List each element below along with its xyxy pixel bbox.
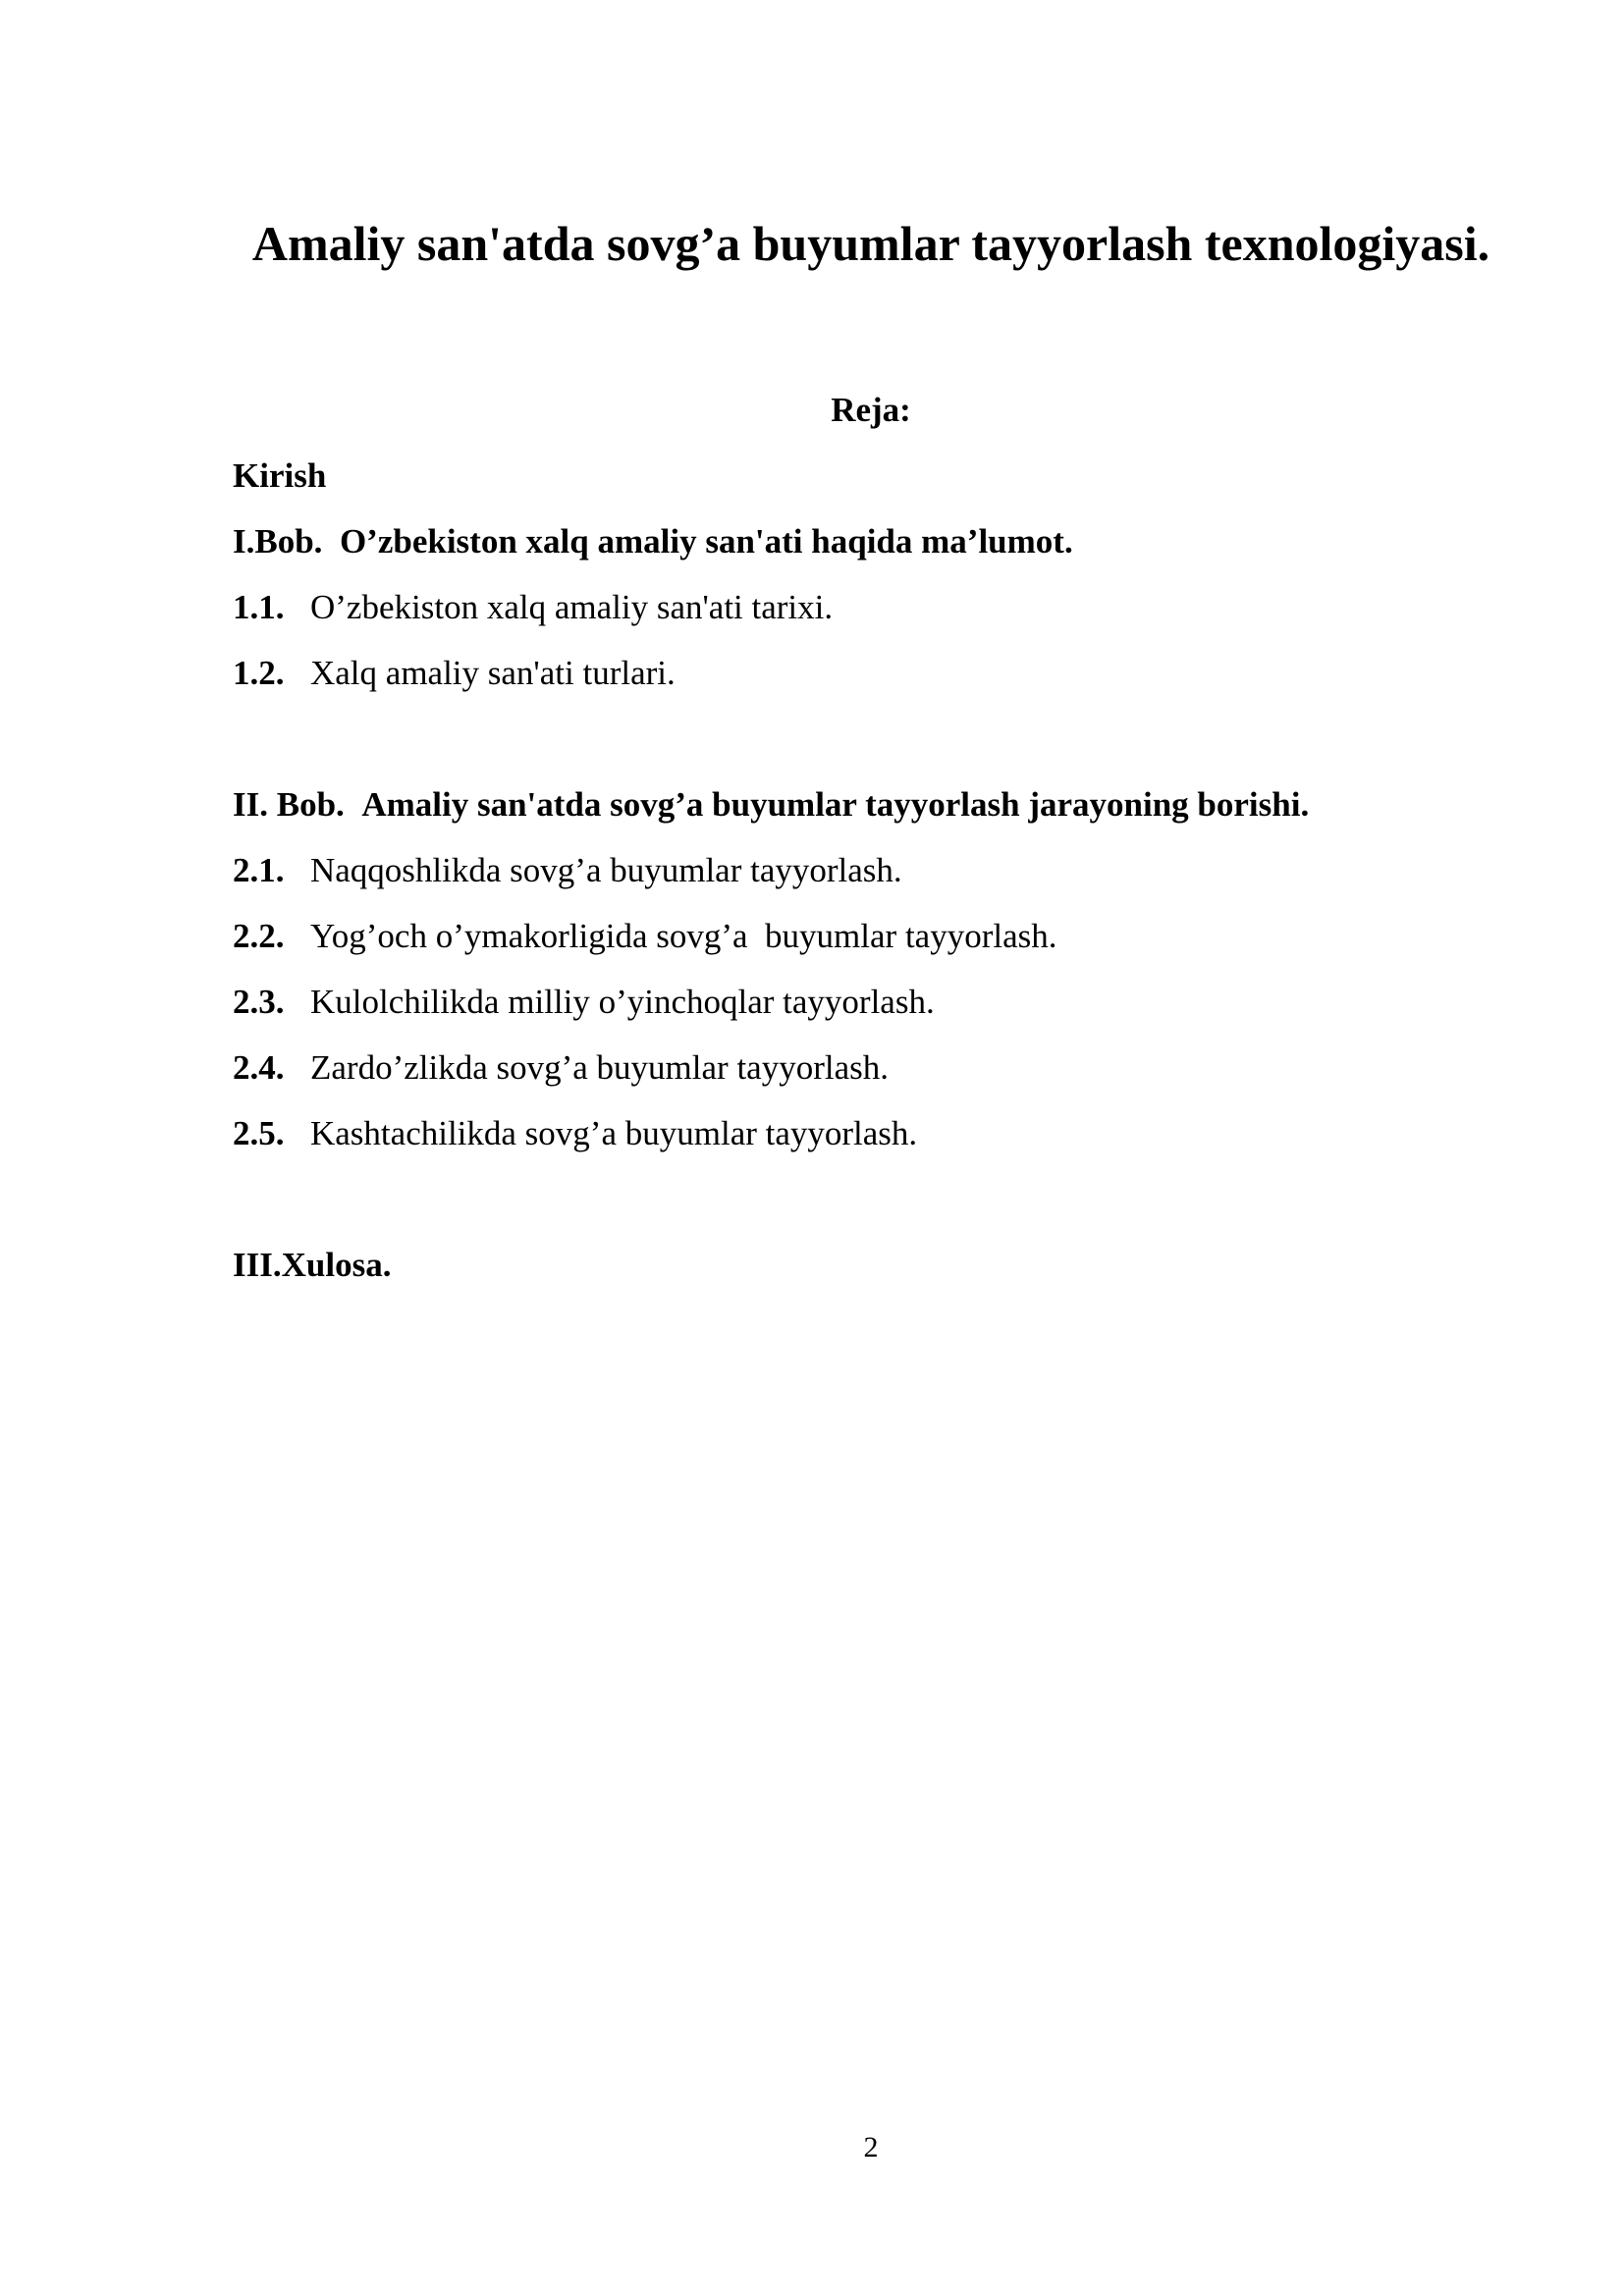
page-number: 2 bbox=[863, 2131, 879, 2163]
toc-item bbox=[233, 915, 1056, 958]
toc-item-text: Yog’och o’ymakorligida sovg’a buyumlar tayyorlash. bbox=[310, 917, 1057, 955]
toc-item-text: O’zbekiston xalq amaliy san'ati tarixi. bbox=[310, 588, 834, 626]
toc-item bbox=[233, 1112, 917, 1155]
toc-item bbox=[233, 981, 935, 1024]
chapter2-number: II. Bob. bbox=[233, 785, 345, 824]
plan-heading: Reja: bbox=[831, 391, 911, 429]
toc-item-number: 2.2. bbox=[233, 917, 285, 955]
toc-item bbox=[233, 586, 833, 629]
toc-item-text: Kashtachilikda sovg’a buyumlar tayyorlash. bbox=[310, 1114, 918, 1152]
toc-item bbox=[233, 652, 676, 695]
toc-item bbox=[233, 849, 902, 892]
toc-item bbox=[233, 1046, 889, 1090]
toc-item-number: 2.1. bbox=[233, 851, 285, 889]
chapter1-number: I.Bob. bbox=[233, 522, 323, 561]
toc-item-number: 1.1. bbox=[233, 588, 285, 626]
document-title: Amaliy san'atda sovg’a buyumlar tayyorlash texnologiyasi. bbox=[251, 216, 1490, 271]
toc-item-text: Kulolchilikda milliy o’yinchoqlar tayyorlash. bbox=[310, 983, 935, 1021]
toc-item-number: 1.2. bbox=[233, 654, 285, 692]
toc-item-text: Zardo’zlikda sovg’a buyumlar tayyorlash. bbox=[310, 1048, 889, 1087]
toc-item-number: 2.5. bbox=[233, 1114, 285, 1152]
toc-item-text: Xalq amaliy san'ati turlari. bbox=[310, 654, 676, 692]
chapter1-heading bbox=[233, 520, 1073, 563]
toc-item-text: Naqqoshlikda sovg’a buyumlar tayyorlash. bbox=[310, 851, 902, 889]
chapter2-title: Amaliy san'atda sovg’a buyumlar tayyorlash jarayoning borishi. bbox=[361, 785, 1310, 824]
intro-entry: Kirish bbox=[233, 456, 327, 495]
chapter2-heading bbox=[233, 783, 1309, 827]
conclusion-entry: III.Xulosa. bbox=[233, 1246, 392, 1284]
chapter1-title: O’zbekiston xalq amaliy san'ati haqida ma’lumot. bbox=[339, 522, 1073, 561]
toc-item-number: 2.3. bbox=[233, 983, 285, 1021]
toc-item-number: 2.4. bbox=[233, 1048, 285, 1087]
